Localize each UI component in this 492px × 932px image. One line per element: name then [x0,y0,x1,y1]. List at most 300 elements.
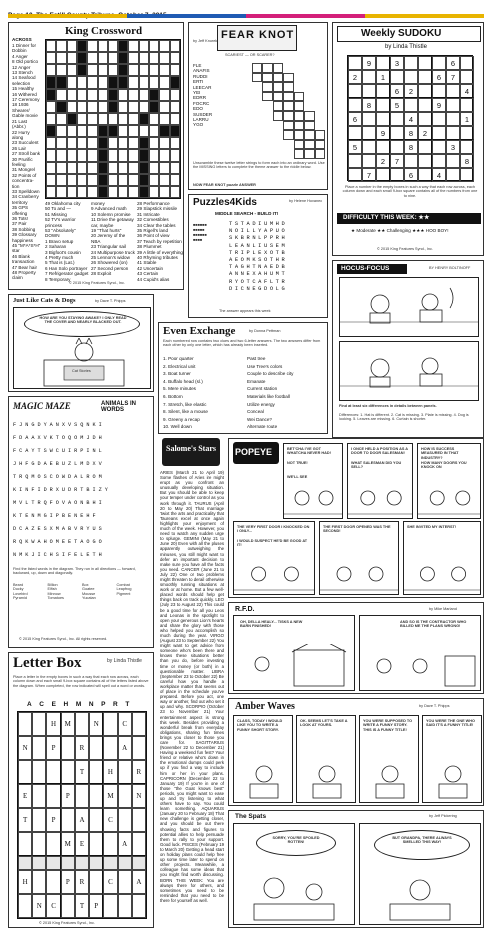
sudoku-cell[interactable] [404,56,418,70]
crossword-cell[interactable] [46,101,56,113]
crossword-cell[interactable] [67,186,77,198]
letterbox-cell[interactable]: C [103,870,117,894]
sudoku-cell[interactable] [432,126,446,140]
sudoku-cell[interactable] [446,154,460,168]
crossword-cell[interactable] [128,149,138,161]
sudoku-cell[interactable] [404,70,418,84]
fear-knot-cell[interactable] [252,63,263,73]
fear-knot-cell[interactable] [273,63,284,73]
crossword-cell[interactable] [118,101,128,113]
crossword-cell[interactable] [56,174,66,186]
fear-knot-cell[interactable] [304,130,315,140]
sudoku-cell[interactable] [446,98,460,112]
fear-knot-cell[interactable] [262,92,273,102]
sudoku-cell[interactable]: 6 [446,56,460,70]
letterbox-cell[interactable] [132,856,146,870]
crossword-cell[interactable] [67,137,77,149]
sudoku-cell[interactable] [362,126,376,140]
sudoku-cell[interactable]: 8 [460,154,474,168]
sudoku-cell[interactable]: 2 [418,126,432,140]
crossword-cell[interactable] [108,52,118,64]
crossword-cell[interactable] [77,137,87,149]
letterbox-cell[interactable]: A [118,832,132,856]
sudoku-cell[interactable] [376,140,390,154]
crossword-cell[interactable] [56,149,66,161]
letterbox-cell[interactable] [18,832,32,856]
crossword-cell[interactable] [170,149,180,161]
crossword-cell[interactable] [56,125,66,137]
fear-knot-cell[interactable] [294,111,305,121]
crossword-cell[interactable] [128,76,138,88]
sudoku-cell[interactable]: 3 [446,140,460,154]
crossword-cell[interactable] [159,52,169,64]
letterbox-cell[interactable]: M [61,832,75,856]
crossword-cell[interactable] [159,40,169,52]
letterbox-cell[interactable] [75,784,89,808]
letterbox-grid[interactable] [17,711,147,919]
sudoku-cell[interactable]: 5 [348,140,362,154]
crossword-grid[interactable] [45,39,181,199]
sudoku-cell[interactable] [362,112,376,126]
sudoku-cell[interactable] [362,70,376,84]
letterbox-cell[interactable]: H [103,760,117,784]
crossword-cell[interactable] [108,64,118,76]
sudoku-cell[interactable] [460,56,474,70]
crossword-cell[interactable] [67,149,77,161]
crossword-cell[interactable] [56,137,66,149]
crossword-cell[interactable] [87,137,97,149]
crossword-cell[interactable] [87,101,97,113]
fear-knot-cell[interactable] [304,111,315,121]
sudoku-cell[interactable] [446,126,460,140]
letterbox-cell[interactable] [103,712,117,736]
crossword-cell[interactable] [128,40,138,52]
letterbox-cell[interactable] [75,712,89,736]
crossword-cell[interactable] [139,125,149,137]
sudoku-cell[interactable]: 4 [404,112,418,126]
crossword-cell[interactable] [77,149,87,161]
crossword-cell[interactable] [98,89,108,101]
letterbox-cell[interactable] [61,808,75,832]
crossword-cell[interactable] [56,40,66,52]
crossword-cell[interactable] [56,162,66,174]
fear-knot-cell[interactable] [283,111,294,121]
letterbox-cell[interactable] [118,856,132,870]
sudoku-cell[interactable]: 7 [362,168,376,182]
crossword-cell[interactable] [149,40,159,52]
crossword-cell[interactable] [159,76,169,88]
crossword-cell[interactable] [118,113,128,125]
crossword-cell[interactable] [46,174,56,186]
sudoku-cell[interactable] [418,70,432,84]
crossword-cell[interactable] [108,113,118,125]
fear-knot-cell[interactable] [262,63,273,73]
fear-knot-cell[interactable] [283,92,294,102]
fear-knot-cell[interactable] [315,130,326,140]
letterbox-cell[interactable] [46,856,60,870]
crossword-cell[interactable] [149,162,159,174]
letterbox-cell[interactable] [89,760,103,784]
letterbox-cell[interactable] [18,894,32,918]
crossword-cell[interactable] [87,40,97,52]
letterbox-cell[interactable]: H [46,712,60,736]
fear-knot-cell[interactable] [294,130,305,140]
crossword-cell[interactable] [46,64,56,76]
crossword-cell[interactable] [46,162,56,174]
crossword-cell[interactable] [108,149,118,161]
letterbox-cell[interactable] [46,870,60,894]
sudoku-cell[interactable] [460,98,474,112]
sudoku-cell[interactable] [362,140,376,154]
sudoku-cell[interactable]: 6 [390,84,404,98]
letterbox-cell[interactable] [103,736,117,760]
crossword-cell[interactable] [56,89,66,101]
crossword-cell[interactable] [98,40,108,52]
sudoku-cell[interactable]: 4 [432,168,446,182]
crossword-cell[interactable] [118,89,128,101]
crossword-cell[interactable] [98,64,108,76]
sudoku-cell[interactable] [432,140,446,154]
letterbox-cell[interactable] [132,894,146,918]
letterbox-cell[interactable] [32,870,46,894]
fear-knot-cell[interactable] [273,73,284,83]
sudoku-cell[interactable] [376,112,390,126]
fear-knot-cell[interactable] [294,92,305,102]
crossword-cell[interactable] [67,101,77,113]
crossword-cell[interactable] [170,113,180,125]
crossword-cell[interactable] [67,174,77,186]
letterbox-cell[interactable] [132,712,146,736]
crossword-cell[interactable] [118,174,128,186]
crossword-cell[interactable] [67,125,77,137]
sudoku-cell[interactable]: 9 [432,98,446,112]
fear-knot-cell[interactable] [273,111,284,121]
sudoku-cell[interactable] [418,140,432,154]
crossword-cell[interactable] [77,174,87,186]
letterbox-cell[interactable] [61,894,75,918]
crossword-cell[interactable] [149,64,159,76]
crossword-cell[interactable] [87,162,97,174]
p4k-search-grid[interactable] [229,221,327,293]
crossword-cell[interactable] [98,113,108,125]
crossword-cell[interactable] [149,137,159,149]
letterbox-cell[interactable] [32,760,46,784]
sudoku-cell[interactable] [390,168,404,182]
letterbox-cell[interactable] [132,832,146,856]
crossword-cell[interactable] [170,40,180,52]
sudoku-cell[interactable] [348,56,362,70]
fear-knot-cell[interactable] [304,140,315,150]
crossword-cell[interactable] [87,186,97,198]
crossword-cell[interactable] [128,89,138,101]
fear-knot-cell[interactable] [304,149,315,159]
sudoku-cell[interactable] [418,168,432,182]
sudoku-cell[interactable] [418,112,432,126]
letterbox-cell[interactable]: M [61,712,75,736]
letterbox-cell[interactable]: N [32,894,46,918]
crossword-cell[interactable] [128,125,138,137]
crossword-cell[interactable] [87,113,97,125]
crossword-cell[interactable] [87,76,97,88]
crossword-cell[interactable] [108,162,118,174]
crossword-cell[interactable] [67,162,77,174]
letterbox-cell[interactable]: T [75,760,89,784]
crossword-cell[interactable] [149,186,159,198]
letterbox-cell[interactable]: P [46,736,60,760]
crossword-cell[interactable] [128,162,138,174]
crossword-cell[interactable] [118,137,128,149]
sudoku-cell[interactable]: 5 [390,98,404,112]
crossword-cell[interactable] [77,113,87,125]
crossword-cell[interactable] [159,149,169,161]
sudoku-cell[interactable] [460,168,474,182]
crossword-cell[interactable] [159,137,169,149]
crossword-cell[interactable] [139,52,149,64]
letterbox-cell[interactable] [132,808,146,832]
letterbox-cell[interactable] [118,784,132,808]
fear-knot-grid[interactable] [241,63,325,159]
letterbox-cell[interactable] [132,736,146,760]
letterbox-cell[interactable]: C [118,712,132,736]
letterbox-cell[interactable]: P [89,894,103,918]
sudoku-cell[interactable]: 6 [404,168,418,182]
sudoku-cell[interactable] [404,98,418,112]
letterbox-cell[interactable] [32,856,46,870]
crossword-cell[interactable] [170,52,180,64]
crossword-cell[interactable] [77,162,87,174]
crossword-cell[interactable] [87,89,97,101]
letterbox-cell[interactable] [89,784,103,808]
sudoku-cell[interactable] [432,56,446,70]
sudoku-cell[interactable] [460,70,474,84]
crossword-cell[interactable] [108,174,118,186]
sudoku-cell[interactable]: 6 [348,112,362,126]
crossword-cell[interactable] [139,76,149,88]
letterbox-cell[interactable] [75,856,89,870]
crossword-cell[interactable] [98,52,108,64]
letterbox-cell[interactable] [32,712,46,736]
sudoku-cell[interactable] [446,168,460,182]
sudoku-cell[interactable] [376,84,390,98]
sudoku-cell[interactable]: 8 [404,140,418,154]
crossword-cell[interactable] [67,89,77,101]
letterbox-cell[interactable] [46,760,60,784]
sudoku-cell[interactable]: 7 [446,70,460,84]
letterbox-cell[interactable]: P [61,784,75,808]
letterbox-cell[interactable] [89,832,103,856]
letterbox-cell[interactable]: R [132,760,146,784]
letterbox-cell[interactable] [103,856,117,870]
crossword-cell[interactable] [170,137,180,149]
sudoku-cell[interactable] [376,168,390,182]
sudoku-cell[interactable] [418,84,432,98]
letterbox-cell[interactable] [32,784,46,808]
fear-knot-cell[interactable] [283,73,294,83]
sudoku-cell[interactable] [460,126,474,140]
sudoku-cell[interactable]: 9 [376,126,390,140]
fear-knot-cell[interactable] [273,101,284,111]
letterbox-cell[interactable]: N [18,736,32,760]
crossword-cell[interactable] [159,186,169,198]
crossword-cell[interactable] [139,64,149,76]
fear-knot-cell[interactable] [252,73,263,83]
crossword-cell[interactable] [46,137,56,149]
sudoku-cell[interactable] [446,84,460,98]
sudoku-cell[interactable] [362,154,376,168]
fear-knot-cell[interactable] [294,121,305,131]
sudoku-cell[interactable] [376,56,390,70]
sudoku-cell[interactable]: 1 [460,112,474,126]
crossword-cell[interactable] [149,52,159,64]
crossword-cell[interactable] [159,113,169,125]
crossword-cell[interactable] [56,186,66,198]
letterbox-cell[interactable]: A [75,808,89,832]
letterbox-cell[interactable] [18,856,32,870]
sudoku-cell[interactable] [418,154,432,168]
letterbox-cell[interactable] [32,808,46,832]
letterbox-cell[interactable] [18,712,32,736]
letterbox-cell[interactable]: P [46,808,60,832]
letterbox-cell[interactable] [89,856,103,870]
sudoku-cell[interactable]: 9 [362,56,376,70]
fear-knot-cell[interactable] [304,121,315,131]
sudoku-cell[interactable] [348,126,362,140]
crossword-cell[interactable] [77,186,87,198]
letterbox-cell[interactable] [118,808,132,832]
crossword-cell[interactable] [149,76,159,88]
letterbox-cell[interactable]: N [89,712,103,736]
letterbox-cell[interactable] [89,736,103,760]
letterbox-cell[interactable]: T [75,894,89,918]
letterbox-cell[interactable] [89,808,103,832]
crossword-cell[interactable] [77,101,87,113]
sudoku-cell[interactable] [348,84,362,98]
crossword-cell[interactable] [118,162,128,174]
sudoku-cell[interactable] [348,154,362,168]
letterbox-cell[interactable] [89,870,103,894]
fear-knot-cell[interactable] [273,82,284,92]
sudoku-cell[interactable] [404,154,418,168]
letterbox-cell[interactable] [118,870,132,894]
letterbox-cell[interactable] [61,760,75,784]
magic-maze-grid[interactable] [13,419,153,562]
crossword-cell[interactable] [67,76,77,88]
fear-knot-cell[interactable] [294,140,305,150]
crossword-cell[interactable] [46,52,56,64]
crossword-cell[interactable] [128,101,138,113]
sudoku-cell[interactable] [432,112,446,126]
fear-knot-cell[interactable] [283,101,294,111]
letterbox-cell[interactable] [61,856,75,870]
crossword-cell[interactable] [128,64,138,76]
letterbox-cell[interactable]: A [132,870,146,894]
letterbox-cell[interactable]: C [103,808,117,832]
fear-knot-cell[interactable] [283,82,294,92]
crossword-cell[interactable] [170,101,180,113]
crossword-cell[interactable] [46,113,56,125]
crossword-cell[interactable] [139,40,149,52]
crossword-cell[interactable] [170,162,180,174]
crossword-cell[interactable] [87,125,97,137]
crossword-cell[interactable] [87,64,97,76]
crossword-cell[interactable] [170,186,180,198]
letterbox-cell[interactable] [103,832,117,856]
crossword-cell[interactable] [87,52,97,64]
crossword-cell[interactable] [149,149,159,161]
letterbox-cell[interactable]: H [18,870,32,894]
letterbox-cell[interactable]: C [46,894,60,918]
crossword-cell[interactable] [159,162,169,174]
crossword-cell[interactable] [159,174,169,186]
sudoku-cell[interactable]: 8 [362,98,376,112]
letterbox-cell[interactable] [46,784,60,808]
crossword-cell[interactable] [139,101,149,113]
letterbox-cell[interactable]: A [118,736,132,760]
crossword-cell[interactable] [87,174,97,186]
sudoku-cell[interactable] [390,112,404,126]
crossword-cell[interactable] [56,113,66,125]
crossword-cell[interactable] [108,40,118,52]
sudoku-cell[interactable]: 8 [404,126,418,140]
sudoku-cell[interactable]: 7 [390,154,404,168]
letterbox-cell[interactable]: R [75,870,89,894]
sudoku-cell[interactable] [432,84,446,98]
letterbox-cell[interactable] [118,894,132,918]
sudoku-cell[interactable]: 2 [376,154,390,168]
sudoku-cell[interactable] [460,140,474,154]
sudoku-cell[interactable] [418,56,432,70]
letterbox-cell[interactable]: E [75,832,89,856]
sudoku-cell[interactable] [390,126,404,140]
letterbox-cell[interactable] [32,832,46,856]
crossword-cell[interactable] [118,125,128,137]
sudoku-cell[interactable] [390,70,404,84]
crossword-cell[interactable] [118,186,128,198]
fear-knot-cell[interactable] [315,149,326,159]
letterbox-cell[interactable]: T [18,808,32,832]
crossword-cell[interactable] [128,186,138,198]
fear-knot-cell[interactable] [315,140,326,150]
letterbox-cell[interactable]: E [18,784,32,808]
fear-knot-cell[interactable] [294,101,305,111]
sudoku-cell[interactable] [418,98,432,112]
fear-knot-cell[interactable] [262,82,273,92]
crossword-cell[interactable] [108,186,118,198]
letterbox-cell[interactable] [61,736,75,760]
letterbox-cell[interactable]: N [132,784,146,808]
sudoku-cell[interactable] [446,112,460,126]
crossword-cell[interactable] [77,89,87,101]
sudoku-cell[interactable]: 2 [348,70,362,84]
crossword-cell[interactable] [108,137,118,149]
crossword-cell[interactable] [159,89,169,101]
crossword-cell[interactable] [56,52,66,64]
sudoku-cell[interactable] [432,154,446,168]
sudoku-grid[interactable] [347,55,473,181]
letterbox-cell[interactable]: P [61,870,75,894]
sudoku-cell[interactable] [390,140,404,154]
crossword-cell[interactable] [98,101,108,113]
crossword-cell[interactable] [77,76,87,88]
sudoku-cell[interactable] [362,84,376,98]
crossword-cell[interactable] [46,186,56,198]
fear-knot-cell[interactable] [262,73,273,83]
sudoku-cell[interactable]: 4 [460,84,474,98]
letterbox-cell[interactable]: R [75,736,89,760]
sudoku-cell[interactable] [348,168,362,182]
fear-knot-cell[interactable] [283,130,294,140]
crossword-cell[interactable] [170,64,180,76]
